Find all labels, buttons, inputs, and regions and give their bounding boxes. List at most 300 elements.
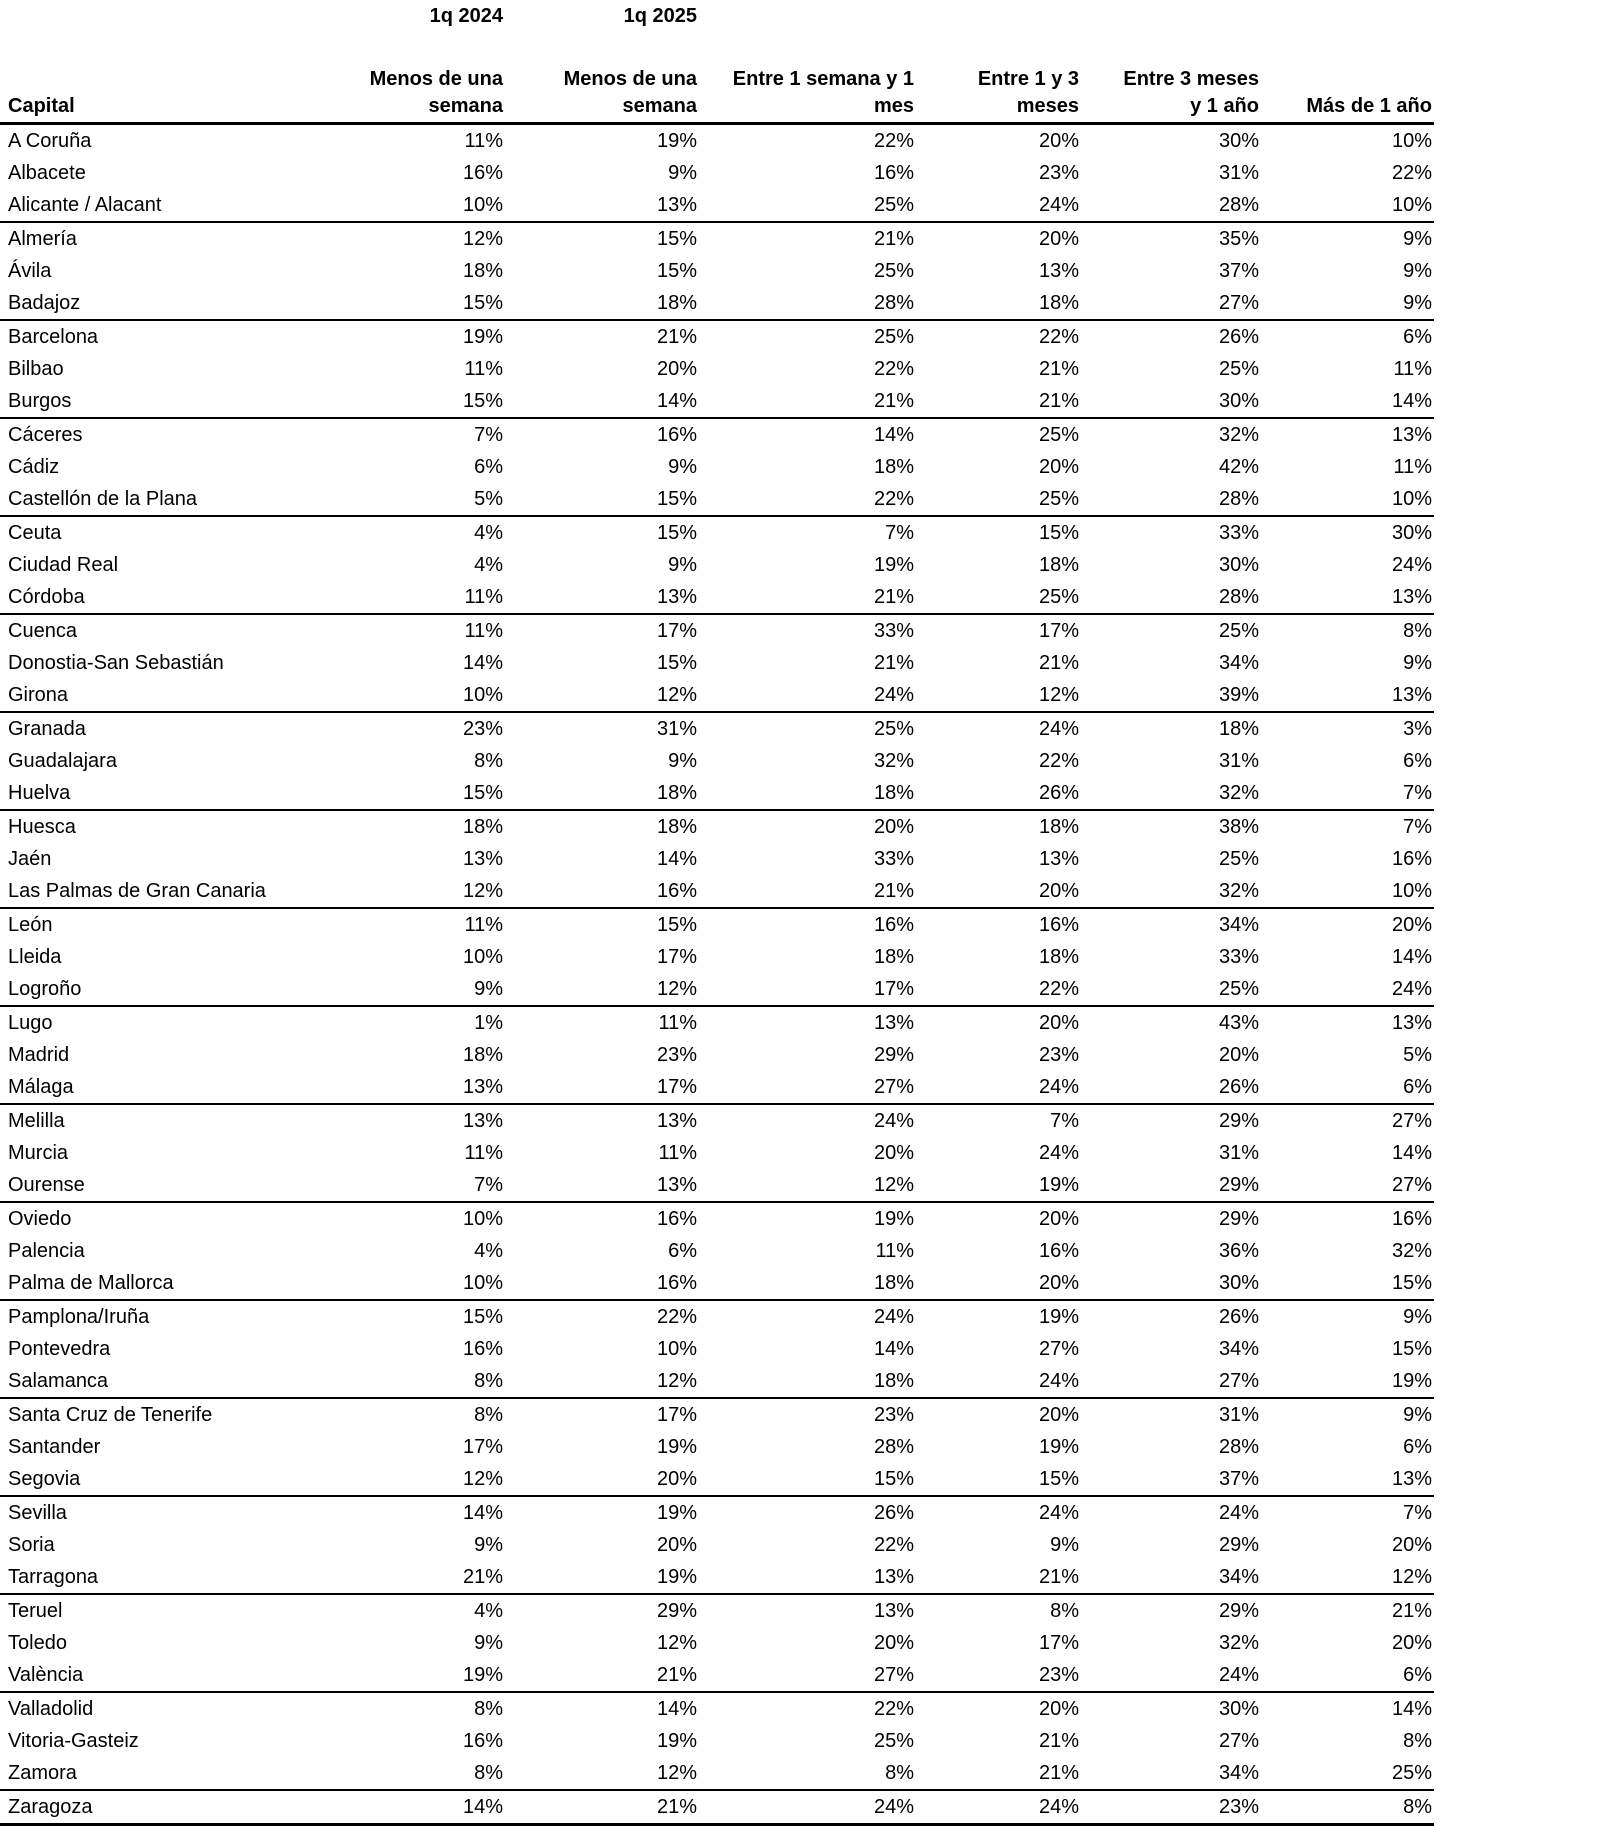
value-cell: 32% xyxy=(873,749,914,772)
value-cell: 15% xyxy=(699,1463,916,1496)
table-row xyxy=(0,614,1434,647)
value-cell: 21% xyxy=(1391,1599,1432,1622)
value-cell: 7% xyxy=(885,521,914,544)
value-cell: 19% xyxy=(916,1169,1081,1202)
value-cell: 9% xyxy=(668,749,697,772)
value-cell: 30% xyxy=(1218,1697,1259,1720)
value-cell: 22% xyxy=(873,129,914,152)
value-cell: 8% xyxy=(330,1757,505,1790)
value-cell: 27% xyxy=(1038,1337,1079,1360)
value-cell: 13% xyxy=(1038,259,1079,282)
value-cell: 17% xyxy=(656,619,697,642)
capital-cell: Vitoria-Gasteiz xyxy=(8,1729,139,1752)
value-cell: 24% xyxy=(873,1305,914,1328)
value-cell: 13% xyxy=(656,1109,697,1132)
table-row xyxy=(0,255,1434,287)
capital-cell: Valladolid xyxy=(8,1697,94,1720)
value-cell: 23% xyxy=(656,1043,697,1066)
value-cell: 20% xyxy=(873,1141,914,1164)
table-row xyxy=(0,1398,1434,1431)
value-cell: 15% xyxy=(656,521,697,544)
table-row xyxy=(0,843,1434,875)
value-cell: 23% xyxy=(916,1659,1081,1692)
value-cell: 9% xyxy=(1403,259,1432,282)
value-cell: 39% xyxy=(1081,679,1261,712)
capital-cell: Sevilla xyxy=(8,1501,67,1524)
value-cell: 29% xyxy=(656,1599,697,1622)
value-cell: 24% xyxy=(1261,973,1434,1006)
value-cell: 25% xyxy=(1218,847,1259,870)
header-line: mes xyxy=(873,94,914,117)
table-row xyxy=(0,287,1434,320)
value-cell: 15% xyxy=(656,259,697,282)
capital-cell: Ávila xyxy=(8,259,52,282)
value-cell: 31% xyxy=(1218,161,1259,184)
value-cell: 21% xyxy=(873,227,914,250)
value-cell: 4% xyxy=(474,521,503,544)
value-cell: 31% xyxy=(1218,1403,1259,1426)
value-cell: 19% xyxy=(873,1207,914,1230)
value-cell: 16% xyxy=(1038,1239,1079,1262)
table-row xyxy=(0,1104,1434,1137)
value-cell: 13% xyxy=(1261,581,1434,614)
capital-cell: Albacete xyxy=(8,161,86,184)
value-cell: 21% xyxy=(699,385,916,418)
value-cell: 18% xyxy=(1038,553,1079,576)
capital-cell: Palma de Mallorca xyxy=(0,1267,330,1300)
value-cell: 24% xyxy=(1391,553,1432,576)
value-cell: 19% xyxy=(656,1501,697,1524)
value-cell: 26% xyxy=(1081,1071,1261,1104)
capital-cell: Pontevedra xyxy=(8,1337,111,1360)
value-cell: 19% xyxy=(505,1561,699,1594)
value-cell: 21% xyxy=(873,651,914,674)
value-cell: 29% xyxy=(1218,1207,1259,1230)
value-cell: 19% xyxy=(462,325,503,348)
capital-cell: Cádiz xyxy=(8,455,60,478)
value-cell: 10% xyxy=(330,189,505,222)
value-cell: 21% xyxy=(656,325,697,348)
value-cell: 7% xyxy=(1261,777,1434,810)
capital-cell: Badajoz xyxy=(0,287,330,320)
value-cell: 8% xyxy=(1403,619,1432,642)
value-cell: 23% xyxy=(1038,161,1079,184)
value-cell: 18% xyxy=(1218,717,1259,740)
value-cell: 16% xyxy=(1391,847,1432,870)
value-cell: 11% xyxy=(658,1141,697,1164)
value-cell: 14% xyxy=(462,1501,503,1524)
table-row xyxy=(0,549,1434,581)
value-cell: 20% xyxy=(1038,1011,1079,1034)
value-cell: 18% xyxy=(699,1267,916,1300)
value-cell: 15% xyxy=(1391,1337,1432,1360)
capital-cell: Lleida xyxy=(8,945,62,968)
value-cell: 22% xyxy=(873,1533,914,1556)
table-row xyxy=(0,483,1434,516)
period-labels-row xyxy=(0,0,1434,35)
value-cell: 29% xyxy=(873,1043,914,1066)
value-cell: 14% xyxy=(1391,1697,1432,1720)
value-cell: 30% xyxy=(1081,1267,1261,1300)
value-cell: 12% xyxy=(699,1169,916,1202)
table-row xyxy=(0,1137,1434,1169)
column-header-entre-1-y-3-meses xyxy=(916,35,1081,124)
value-cell: 16% xyxy=(505,1267,699,1300)
value-cell: 31% xyxy=(656,717,697,740)
value-cell: 22% xyxy=(656,1305,697,1328)
value-cell: 13% xyxy=(1391,1011,1432,1034)
value-cell: 18% xyxy=(699,1365,916,1398)
value-cell: 8% xyxy=(474,749,503,772)
value-cell: 17% xyxy=(1038,619,1079,642)
value-cell: 20% xyxy=(1038,1697,1079,1720)
value-cell: 14% xyxy=(656,847,697,870)
value-cell: 11% xyxy=(464,1141,503,1164)
capital-cell: Segovia xyxy=(0,1463,330,1496)
value-cell: 33% xyxy=(1218,521,1259,544)
capital-cell: València xyxy=(0,1659,330,1692)
period-label-spacer xyxy=(0,0,330,35)
value-cell: 9% xyxy=(1403,227,1432,250)
capital-cell: Huesca xyxy=(8,815,76,838)
value-cell: 27% xyxy=(1081,287,1261,320)
capital-cell: Burgos xyxy=(0,385,330,418)
value-cell: 20% xyxy=(656,357,697,380)
value-cell: 28% xyxy=(873,1435,914,1458)
capital-cell: Logroño xyxy=(0,973,330,1006)
value-cell: 20% xyxy=(656,1533,697,1556)
value-cell: 16% xyxy=(656,1207,697,1230)
value-cell: 12% xyxy=(505,679,699,712)
value-cell: 11% xyxy=(875,1239,914,1262)
table-row xyxy=(0,1757,1434,1790)
value-cell: 21% xyxy=(505,1790,699,1825)
value-cell: 17% xyxy=(656,945,697,968)
value-cell: 11% xyxy=(464,913,503,936)
table-row xyxy=(0,1333,1434,1365)
value-cell: 13% xyxy=(699,1561,916,1594)
value-cell: 37% xyxy=(1081,1463,1261,1496)
value-cell: 28% xyxy=(1081,483,1261,516)
value-cell: 32% xyxy=(1391,1239,1432,1262)
value-cell: 5% xyxy=(330,483,505,516)
value-cell: 42% xyxy=(1218,455,1259,478)
capital-cell: Soria xyxy=(8,1533,55,1556)
value-cell: 14% xyxy=(1391,945,1432,968)
header-line: Más de 1 año xyxy=(1306,94,1432,117)
value-cell: 14% xyxy=(873,1337,914,1360)
column-header-entre-1-semana-y-1-mes xyxy=(699,35,916,124)
table-row xyxy=(0,1561,1434,1594)
value-cell: 27% xyxy=(1391,1109,1432,1132)
header-line: semana xyxy=(428,94,503,117)
value-cell: 19% xyxy=(1038,1305,1079,1328)
value-cell: 20% xyxy=(916,1267,1081,1300)
value-cell: 10% xyxy=(1261,875,1434,908)
value-cell: 20% xyxy=(873,1631,914,1654)
value-cell: 18% xyxy=(462,1043,503,1066)
value-cell: 17% xyxy=(462,1435,503,1458)
capital-cell: Madrid xyxy=(8,1043,70,1066)
value-cell: 8% xyxy=(474,1403,503,1426)
capital-cell: Guadalajara xyxy=(8,749,117,772)
capital-cell: Granada xyxy=(8,717,86,740)
value-cell: 15% xyxy=(916,1463,1081,1496)
capital-cell: Murcia xyxy=(8,1141,69,1164)
value-cell: 12% xyxy=(916,679,1081,712)
value-cell: 16% xyxy=(462,161,503,184)
value-cell: 23% xyxy=(873,1403,914,1426)
value-cell: 18% xyxy=(1038,945,1079,968)
value-cell: 38% xyxy=(1218,815,1259,838)
capital-cell: Bilbao xyxy=(8,357,64,380)
table-row xyxy=(0,875,1434,908)
value-cell: 6% xyxy=(474,455,503,478)
column-header-capital xyxy=(0,35,330,124)
value-cell: 9% xyxy=(668,161,697,184)
value-cell: 4% xyxy=(474,1239,503,1262)
value-cell: 34% xyxy=(1081,1757,1261,1790)
value-cell: 24% xyxy=(1038,717,1079,740)
table-row xyxy=(0,1529,1434,1561)
value-cell: 27% xyxy=(1261,1169,1434,1202)
value-cell: 31% xyxy=(1218,749,1259,772)
value-cell: 7% xyxy=(1403,815,1432,838)
capital-cell: Melilla xyxy=(8,1109,65,1132)
table-row xyxy=(0,679,1434,712)
value-cell: 17% xyxy=(656,1403,697,1426)
table-row xyxy=(0,1496,1434,1529)
value-cell: 24% xyxy=(1081,1659,1261,1692)
table-row xyxy=(0,1039,1434,1071)
column-header-entre-3-meses-y-1-ano xyxy=(1081,35,1261,124)
value-cell: 18% xyxy=(505,777,699,810)
value-cell: 12% xyxy=(505,1757,699,1790)
value-cell: 18% xyxy=(699,777,916,810)
value-cell: 11% xyxy=(658,1011,697,1034)
table-row xyxy=(0,1365,1434,1398)
value-cell: 29% xyxy=(1218,1533,1259,1556)
table-row xyxy=(0,353,1434,385)
capital-cell: Alicante / Alacant xyxy=(0,189,330,222)
capital-cell: Lugo xyxy=(8,1011,53,1034)
capital-cell: Huelva xyxy=(0,777,330,810)
value-cell: 9% xyxy=(1050,1533,1079,1556)
value-cell: 32% xyxy=(1081,875,1261,908)
value-cell: 27% xyxy=(699,1071,916,1104)
value-cell: 9% xyxy=(1403,651,1432,674)
table-row xyxy=(0,1659,1434,1692)
value-cell: 5% xyxy=(1403,1043,1432,1066)
value-cell: 25% xyxy=(873,259,914,282)
value-cell: 17% xyxy=(1038,1631,1079,1654)
value-cell: 20% xyxy=(1391,1631,1432,1654)
value-cell: 25% xyxy=(699,189,916,222)
capital-cell: Ceuta xyxy=(8,521,62,544)
value-cell: 16% xyxy=(1391,1207,1432,1230)
value-cell: 9% xyxy=(1261,287,1434,320)
value-cell: 30% xyxy=(1391,521,1432,544)
capital-cell: Girona xyxy=(0,679,330,712)
value-cell: 33% xyxy=(873,847,914,870)
value-cell: 24% xyxy=(916,189,1081,222)
value-cell: 18% xyxy=(505,287,699,320)
value-cell: 14% xyxy=(873,423,914,446)
table-row xyxy=(0,124,1434,158)
value-cell: 6% xyxy=(1403,1435,1432,1458)
value-cell: 10% xyxy=(330,1267,505,1300)
value-cell: 7% xyxy=(1050,1109,1079,1132)
value-cell: 19% xyxy=(656,1729,697,1752)
value-cell: 24% xyxy=(1038,1501,1079,1524)
value-cell: 9% xyxy=(474,1533,503,1556)
capital-cell: Málaga xyxy=(0,1071,330,1104)
header-line: Menos de una xyxy=(563,68,697,91)
value-cell: 16% xyxy=(873,913,914,936)
column-header-mas-de-1-ano xyxy=(1261,35,1434,124)
value-cell: 11% xyxy=(1393,455,1432,478)
capital-cell: Castellón de la Plana xyxy=(0,483,330,516)
value-cell: 23% xyxy=(1081,1790,1261,1825)
value-cell: 29% xyxy=(1218,1109,1259,1132)
value-cell: 20% xyxy=(1038,227,1079,250)
capital-cell: Teruel xyxy=(8,1599,63,1622)
value-cell: 14% xyxy=(462,651,503,674)
table-row xyxy=(0,1725,1434,1757)
value-cell: 19% xyxy=(1261,1365,1434,1398)
value-cell: 21% xyxy=(916,385,1081,418)
value-cell: 9% xyxy=(1403,1403,1432,1426)
value-cell: 25% xyxy=(873,1729,914,1752)
table-row xyxy=(0,1463,1434,1496)
value-cell: 10% xyxy=(1261,483,1434,516)
table-row xyxy=(0,810,1434,843)
value-cell: 8% xyxy=(1403,1729,1432,1752)
table-row xyxy=(0,973,1434,1006)
value-cell: 13% xyxy=(1261,1463,1434,1496)
value-cell: 13% xyxy=(505,581,699,614)
value-cell: 10% xyxy=(1391,129,1432,152)
value-cell: 18% xyxy=(916,287,1081,320)
value-cell: 15% xyxy=(330,385,505,418)
value-cell: 6% xyxy=(668,1239,697,1262)
value-cell: 29% xyxy=(1081,1169,1261,1202)
capital-cell: Oviedo xyxy=(8,1207,72,1230)
header-line: Menos de una xyxy=(369,68,503,91)
value-cell: 22% xyxy=(699,483,916,516)
value-cell: 13% xyxy=(1391,423,1432,446)
value-cell: 25% xyxy=(1218,619,1259,642)
value-cell: 32% xyxy=(1218,423,1259,446)
value-cell: 18% xyxy=(873,455,914,478)
value-cell: 22% xyxy=(873,357,914,380)
value-cell: 23% xyxy=(1038,1043,1079,1066)
value-cell: 20% xyxy=(1038,129,1079,152)
value-cell: 8% xyxy=(1050,1599,1079,1622)
value-cell: 14% xyxy=(1261,385,1434,418)
value-cell: 9% xyxy=(1403,1305,1432,1328)
column-header-menos-una-semana-2025 xyxy=(505,35,699,124)
capital-cell: Las Palmas de Gran Canaria xyxy=(0,875,330,908)
header-line: Entre 1 semana y 1 xyxy=(732,68,914,91)
value-cell: 10% xyxy=(330,679,505,712)
table-row xyxy=(0,1006,1434,1039)
value-cell: 7% xyxy=(330,1169,505,1202)
value-cell: 16% xyxy=(505,875,699,908)
value-cell: 20% xyxy=(505,1463,699,1496)
value-cell: 14% xyxy=(505,385,699,418)
value-cell: 26% xyxy=(916,777,1081,810)
value-cell: 13% xyxy=(462,1109,503,1132)
value-cell: 16% xyxy=(462,1337,503,1360)
value-cell: 30% xyxy=(1218,553,1259,576)
table-row xyxy=(0,908,1434,941)
value-cell: 13% xyxy=(1038,847,1079,870)
value-cell: 20% xyxy=(873,815,914,838)
value-cell: 13% xyxy=(1261,679,1434,712)
value-cell: 15% xyxy=(462,1305,503,1328)
table-row xyxy=(0,777,1434,810)
value-cell: 21% xyxy=(699,581,916,614)
table-row xyxy=(0,581,1434,614)
table-row xyxy=(0,451,1434,483)
table-row xyxy=(0,320,1434,353)
table-row xyxy=(0,385,1434,418)
value-cell: 9% xyxy=(668,455,697,478)
value-cell: 17% xyxy=(505,1071,699,1104)
value-cell: 22% xyxy=(1038,749,1079,772)
capital-cell: Pamplona/Iruña xyxy=(8,1305,150,1328)
value-cell: 21% xyxy=(699,875,916,908)
value-cell: 11% xyxy=(464,357,503,380)
value-cell: 18% xyxy=(462,815,503,838)
value-cell: 4% xyxy=(474,1599,503,1622)
value-cell: 8% xyxy=(474,1697,503,1720)
table-row xyxy=(0,1235,1434,1267)
value-cell: 25% xyxy=(1081,973,1261,1006)
capital-cell: Salamanca xyxy=(0,1365,330,1398)
value-cell: 18% xyxy=(462,259,503,282)
table-row xyxy=(0,1071,1434,1104)
value-cell: 29% xyxy=(1218,1599,1259,1622)
value-cell: 14% xyxy=(330,1790,505,1825)
capital-cell: Tarragona xyxy=(0,1561,330,1594)
value-cell: 30% xyxy=(1081,385,1261,418)
value-cell: 15% xyxy=(330,777,505,810)
value-cell: 24% xyxy=(916,1365,1081,1398)
value-cell: 22% xyxy=(873,1697,914,1720)
value-cell: 13% xyxy=(873,1011,914,1034)
capital-cell: Toledo xyxy=(8,1631,67,1654)
value-cell: 32% xyxy=(1218,1631,1259,1654)
header-line: Entre 1 y 3 xyxy=(977,68,1079,91)
value-cell: 28% xyxy=(1081,189,1261,222)
header-line: Capital xyxy=(8,94,75,117)
value-cell: 27% xyxy=(1081,1365,1261,1398)
value-cell: 9% xyxy=(474,1631,503,1654)
value-cell: 14% xyxy=(656,1697,697,1720)
value-cell: 28% xyxy=(1081,581,1261,614)
value-cell: 21% xyxy=(1038,1729,1079,1752)
value-cell: 16% xyxy=(1038,913,1079,936)
table-row xyxy=(0,222,1434,255)
value-cell: 25% xyxy=(1218,357,1259,380)
value-cell: 25% xyxy=(916,581,1081,614)
table-row xyxy=(0,1594,1434,1627)
value-cell: 12% xyxy=(462,227,503,250)
value-cell: 8% xyxy=(699,1757,916,1790)
value-cell: 30% xyxy=(1218,129,1259,152)
